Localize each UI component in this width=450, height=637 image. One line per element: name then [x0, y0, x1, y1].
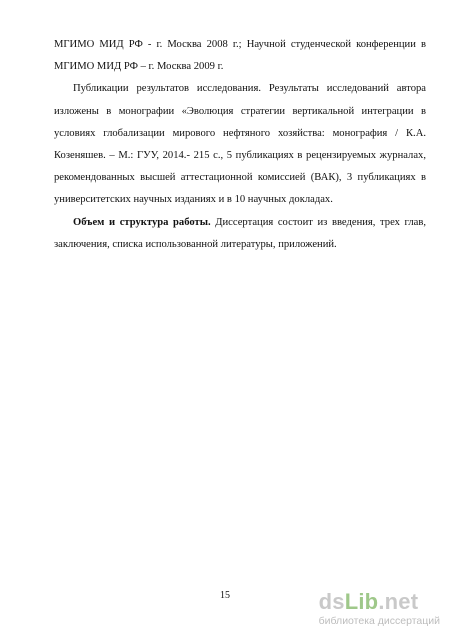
watermark-subtitle: библиотека диссертаций	[318, 615, 440, 627]
text-line: МГИМО МИД РФ - г. Москва 2008 г.; Научной студенческой конференции в	[54, 39, 426, 50]
text-run: Диссертация состоит из введения, трех глав,	[210, 216, 427, 228]
text-line: заключения, списка использованной литературы, приложений.	[54, 238, 337, 250]
text-line: Козеняшев. – М.: ГУУ, 2014.- 215 с., 5 публикациях в рецензируемых журналах,	[54, 150, 426, 162]
text-line: изложены в монографии «Эволюция стратегии вертикальной интеграции в	[54, 105, 426, 117]
text-line	[54, 212, 426, 234]
watermark	[319, 590, 440, 628]
text-line: условиях глобализации мирового нефтяного хозяйства: монография / К.А.	[54, 127, 426, 139]
page-number: 15	[220, 590, 230, 601]
bold-lead: Объем и структура работы.	[73, 216, 211, 228]
paragraph-publications	[54, 78, 426, 211]
text-line: Публикации результатов исследования. Результаты исследований автора	[73, 83, 426, 95]
text-line: рекомендованных высшей аттестационной комиссией (ВАК), 3 публикациях в	[54, 172, 426, 184]
watermark-logo: dsLib.net	[318, 589, 419, 614]
paragraph-structure	[54, 212, 426, 256]
text-line: университетских научных изданиях и в 10 научных докладах.	[54, 194, 333, 206]
text-line: МГИМО МИД РФ – г. Москва 2009 г.	[54, 61, 224, 73]
page-content	[54, 34, 426, 256]
paragraph-conferences	[54, 34, 426, 78]
